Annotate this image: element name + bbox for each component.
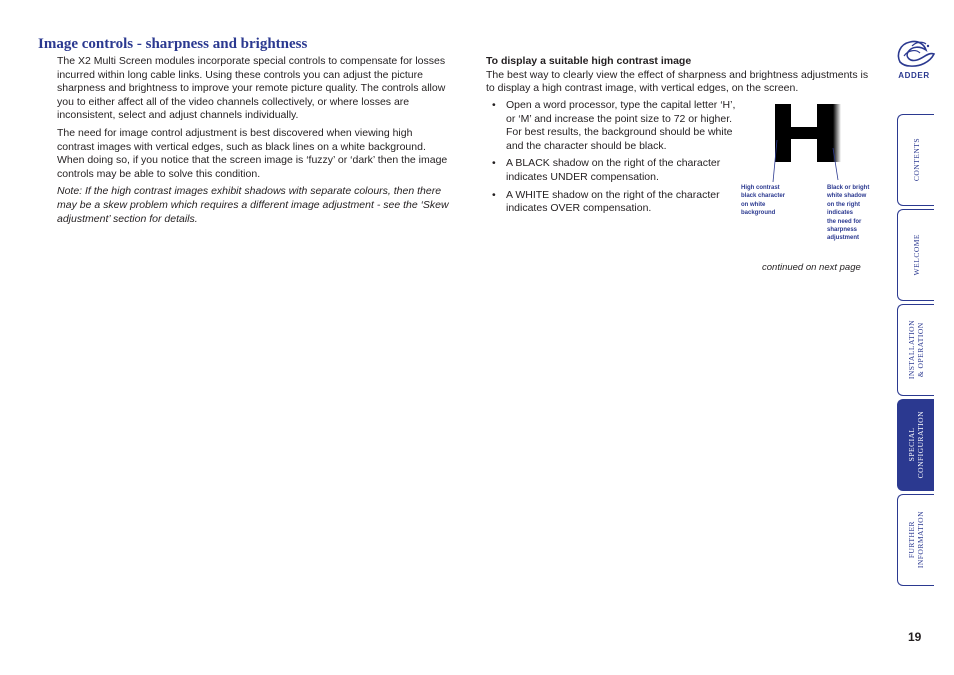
tab-label: WELCOME [911, 234, 921, 276]
detection-paragraph: The need for image control adjustment is best discovered when viewing high contrast images with vertical edges, such as black lines on a white background. When doing so, if you notice that the screen image is ‘fuzzy’ or ‘dark’ then the image controls may be able to solve this condition. [57, 126, 448, 180]
h-right-stem [817, 104, 833, 162]
h-left-stem [775, 104, 791, 162]
intro-paragraph: The X2 Multi Screen modules incorporate special controls to compensate for losses incurred within long cable links. Using these controls you can adjust the picture sharpness and brightness to improve your remote picture quality. The controls allow you to either affect all of the video channels collectively, or where losses are inconsistent, select and adjust channels individually. [57, 55, 446, 122]
bullet-item: • A WHITE shadow on the right of the character indicates OVER compensation. [492, 189, 737, 216]
tab-label: FURTHER INFORMATION [907, 511, 925, 569]
tab-label: CONTENTS [911, 138, 921, 182]
tab-label: INSTALLATION & OPERATION [907, 320, 925, 380]
page-number: 19 [908, 630, 922, 644]
page-title: Image controls - sharpness and brightness [38, 36, 308, 52]
left-column [57, 55, 449, 230]
tab-installation-operation[interactable] [897, 304, 934, 396]
figure-label-left: High contrast black character on white background [741, 185, 786, 217]
tab-contents[interactable] [897, 114, 934, 206]
tab-label: SPECIAL CONFIGURATION [907, 411, 925, 479]
tab-welcome[interactable] [897, 209, 934, 301]
high-contrast-figure [735, 100, 875, 250]
right-column [486, 55, 878, 100]
skew-note: Note: If the high contrast images exhibit shadows with separate colours, then there may be a skew problem which requires a different image adjustment - see the ‘Skew adjustment’ section for details. [57, 185, 449, 225]
tab-special-configuration[interactable] [897, 399, 934, 491]
serpent-icon [890, 36, 938, 70]
bullet-item: • A BLACK shadow on the right of the character indicates UNDER compensation. [492, 157, 737, 184]
logo-text: ADDER [898, 71, 930, 80]
bullet-list [492, 99, 737, 220]
bullet-item: • Open a word processor, type the capital letter ‘H’, or ‘M’ and increase the point size to 72 or higher. For best results, the background should be white and the character should be black. [492, 99, 737, 153]
continued-note: continued on next page [762, 262, 861, 273]
figure-label-right: Black or bright white shadow on the right indicates the need for sharpness adjustment [827, 185, 870, 242]
right-intro: The best way to clearly view the effect of sharpness and brightness adjustments is to display a high contrast image, with vertical edges, on the screen. [486, 68, 869, 95]
subheading: To display a suitable high contrast image [486, 55, 692, 67]
h-crossbar [791, 127, 817, 139]
adder-logo [890, 36, 938, 78]
tab-further-information[interactable] [897, 494, 934, 586]
